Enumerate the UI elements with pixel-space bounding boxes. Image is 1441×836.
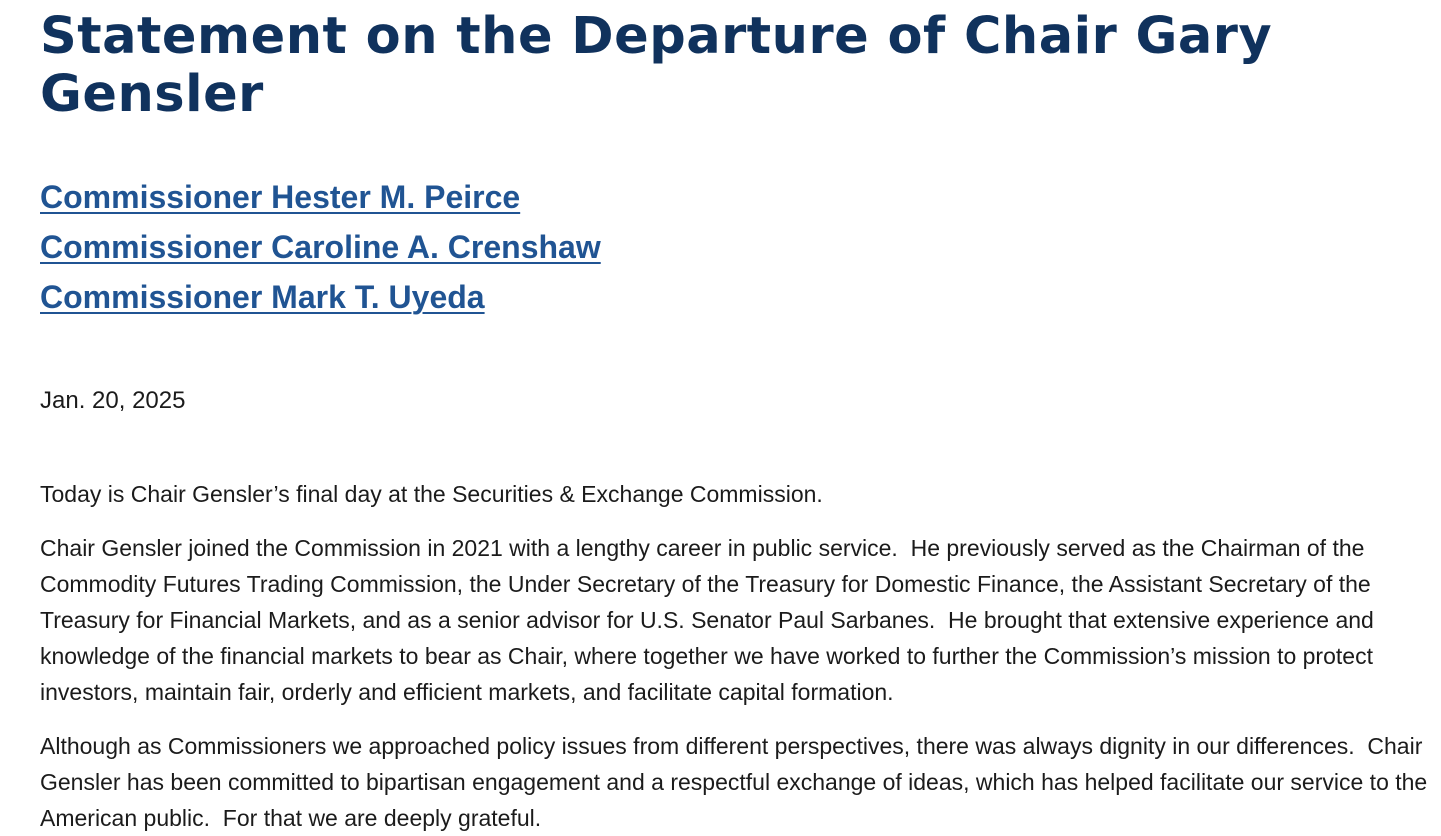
page-title: Statement on the Departure of Chair Gary Gensler xyxy=(40,7,1273,124)
publication-date: Jan. 20, 2025 xyxy=(40,387,186,414)
body-paragraph-3: Although as Commissioners we approached policy issues from different perspectives, there was always dignity in our differences. Chair Gensler has been committed to bipartisan engagement and a respectful exchange of ideas, which has helped facilitate our service to the American public. For that we are deeply grateful. xyxy=(40,733,1433,831)
author-link-uyeda[interactable]: Commissioner Mark T. Uyeda xyxy=(40,279,485,315)
body-paragraph-2: Chair Gensler joined the Commission in 2021 with a lengthy career in public service. He previously served as the Chairman of the Commodity Futures Trading Commission, the Under Secretary of the Treasury for Domestic Finance, the Assistant Secretary of the Treasury for Financial Markets, and as a senior advisor for U.S. Senator Paul Sarbanes. He brought that extensive experience and knowledge of the financial markets to bear as Chair, where together we have worked to further the Commission’s mission to protect investors, maintain fair, orderly and efficient markets, and facilitate capital formation. xyxy=(40,535,1381,705)
author-list xyxy=(40,172,1429,322)
author-link-crenshaw[interactable]: Commissioner Caroline A. Crenshaw xyxy=(40,229,601,265)
statement-body xyxy=(40,476,1433,836)
body-paragraph-1: Today is Chair Gensler’s final day at the Securities & Exchange Commission. xyxy=(40,481,823,507)
author-link-peirce[interactable]: Commissioner Hester M. Peirce xyxy=(40,179,521,215)
